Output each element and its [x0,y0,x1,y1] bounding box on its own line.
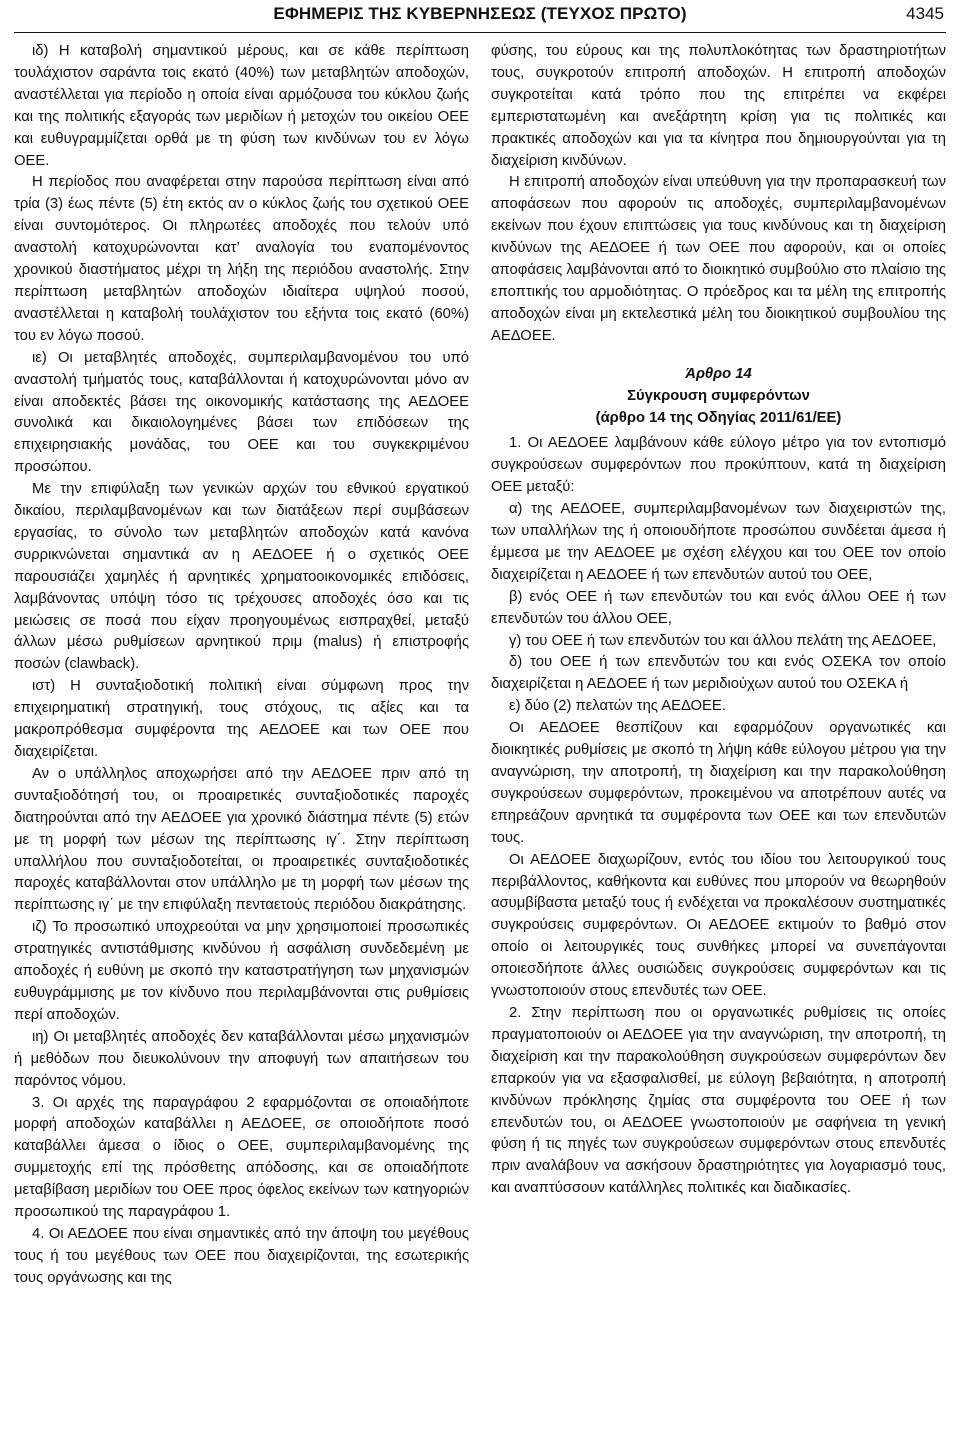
page-header [14,0,946,33]
gazette-title: ΕΦΗΜΕΡΙΣ ΤΗΣ ΚΥΒΕΡΝΗΣΕΩΣ (ΤΕΥΧΟΣ ΠΡΩΤΟ) [273,4,687,23]
paragraph: γ) του ΟΕΕ ή των επενδυτών του και άλλου πελάτη της ΑΕΔΟΕΕ, [509,632,937,649]
paragraph: Η περίοδος που αναφέρεται στην παρούσα περίπτωση είναι από τρία (3) έως πέντε (5) έτη εκτός αν ο κύκλος ζωής του σχετικού ΟΕΕ είναι συντομότερος. Οι πληρωτέες αποδοχές που τελούν υπό αναστολή κατοχυρώνονται κατ’ αναλογία του εναπομένοντος χρονικού διαστήματος μέχρι τη λήξη της περιόδου αναστολής. Στην περίπτωση μεταβλητών αποδοχών ιδιαίτερα υψηλού ποσού, αναστέλλεται η καταβολή τουλάχιστον του εξήντα τοις εκατό (60%) του εν λόγω ποσού. [14,174,469,344]
paragraph: ε) δύο (2) πελατών της ΑΕΔΟΕΕ. [509,698,726,715]
paragraph: Αν ο υπάλληλος αποχωρήσει από την ΑΕΔΟΕΕ πριν από τη συνταξιοδότησή του, οι προαιρετικές συνταξιοδοτικές παροχές διατηρούνται από την ΑΕΔΟΕΕ για χρονικό διάστημα πέντε (5) ετών με τη μορφή των μέσων της περίπτωσης ιγ΄. Στην περίπτωση υπαλλήλου που συνταξιοδοτείται, οι προαιρετικές συνταξιοδοτικές παροχές καταβάλλονται στον υπάλληλο με τη μορφή των μέσων της περίπτωσης ιγ΄ με την επιφύλαξη πενταετούς περιόδου διακράτησης. [14,765,469,914]
article-subtitle: (άρθρο 14 της Οδηγίας 2011/61/ΕΕ) [595,409,842,426]
paragraph: 1. Οι ΑΕΔΟΕΕ λαμβάνουν κάθε εύλογο μέτρο για τον εντοπισμό συγκρούσεων συμφερόντων που προκύπτουν, κατά τη διαχείριση ΟΕΕ μεταξύ: [491,435,946,496]
paragraph: 2. Στην περίπτωση που οι οργανωτικές ρυθμίσεις τις οποίες πραγματοποιούν οι ΑΕΔΟΕΕ για την αναγνώριση, την αποτροπή, τη διαχείριση και την παρακολούθηση συγκρούσεων συμφερόντων δεν επαρκούν για να εξασφαλισθεί, με εύλογη βεβαιότητα, η αποτροπή κινδύνων πρόκλησης ζημίας στα συμφέροντα του ΟΕΕ ή των επενδυτών του, οι ΑΕΔΟΕΕ γνωστοποιούν με σαφήνεια τη γενική φύση ή τις πηγές των συγκρούσεων συμφερόντων στους επενδυτές πριν αναλάβουν να ασκήσουν δραστηριότητες για λογαριασμό τους, και αναπτύσσουν κατάλληλες πολιτικές και διαδικασίες. [491,1004,946,1197]
paragraph: ιη) Οι μεταβλητές αποδοχές δεν καταβάλλονται μέσω μηχανισμών ή μεθόδων που διευκολύνουν την αποφυγή των απαιτήσεων του παρόντος νόμου. [14,1028,469,1089]
paragraph: Η επιτροπή αποδοχών είναι υπεύθυνη για την προπαρασκευή των αποφάσεων που αφορούν τις αποδοχές, συμπεριλαμβανομένων εκείνων που έχουν επιπτώσεις για τους κινδύνους και τη διαχείριση κινδύνων της ΑΕΔΟΕΕ ή των ΟΕΕ που αφορούν, και οι οποίες αποφάσεις λαμβάνονται από το διοικητικό συμβούλιο στο πλαίσιο της εποπτικής του αρμοδιότητας. Ο πρόεδρος και τα μέλη της επιτροπής αποδοχών είναι μη εκτελεστικά μέλη του διοικητικού συμβουλίου της ΑΕΔΟΕΕ. [491,174,946,344]
article-number: Άρθρο 14 [685,365,752,382]
paragraph: 3. Οι αρχές της παραγράφου 2 εφαρμόζονται σε οποιαδήποτε μορφή αποδοχών καταβάλλει η ΑΕΔΟΕΕ, σε οποιοδήποτε ποσό καταβάλλει άμεσα ο ίδιος ο ΟΕΕ, συμπεριλαμβανομένης της συμμετοχής επί της πρόσθετης απόδοσης, και σε οποιαδήποτε μεταβίβαση μεριδίων του ΟΕΕ προς όφελος εκείνων των κατηγοριών προσωπικού της παραγράφου 1. [14,1094,469,1221]
paragraph: ιζ) Το προσωπικό υποχρεούται να μην χρησιμοποιεί προσωπικές στρατηγικές αντιστάθμισης κινδύνου ή ασφάλιση συνδεδεμένη με αποδοχές ή ευθύνη με σκοπό την καταστρατήγηση των μηχανισμών ευθυγράμμισης με τον κίνδυνο που περιλαμβάνονται στις ρυθμίσεις περί αποδοχών. [14,919,469,1023]
paragraph: Οι ΑΕΔΟΕΕ διαχωρίζουν, εντός του ιδίου του λειτουργικού τους περιβάλλοντος, καθήκοντα και ευθύνες που μπορούν να θεωρηθούν ασυμβίβαστα μεταξύ τους ή ενδέχεται να προκαλέσουν συστηματικές συγκρούσεις συμφερόντων. Οι ΑΕΔΟΕΕ εκτιμούν το βαθμό στον οποίο οι λειτουργικές τους συνθήκες μπορεί να συνεπάγονται οποιεσδήποτε άλλες ουσιώδεις συγκρούσεις συμφερόντων και τις γνωστοποιούν στους επενδυτές των ΟΕΕ. [491,851,946,1000]
page-number: 4345 [906,4,944,23]
paragraph: Οι ΑΕΔΟΕΕ θεσπίζουν και εφαρμόζουν οργανωτικές και διοικητικές ρυθμίσεις με σκοπό τη λήψη κάθε εύλογου μέτρου για την αναγνώριση, την αποτροπή, τη διαχείριση και την παρακολούθηση συγκρούσεων συμφερόντων, προκειμένου να αποτρέπουν αυτές να επηρεάζουν αρνητικά τα συμφέροντα των ΟΕΕ και των επενδυτών τους. [491,720,946,846]
paragraph: α) της ΑΕΔΟΕΕ, συμπεριλαμβανομένων των διαχειριστών της, των υπαλλήλων της ή οποιουδήποτε προσώπου συνδέεται άμεσα ή έμμεσα με την ΑΕΔΟΕΕ με σχέση ελέγχου και του ΟΕΕ τον οποίο διαχειρίζεται η ΑΕΔΟΕΕ ή των επενδυτών αυτού του ΟΕΕ, [491,501,946,583]
article-heading [491,364,946,430]
article-title: Σύγκρουση συμφερόντων [627,387,810,404]
paragraph: ιδ) Η καταβολή σημαντικού μέρους, και σε κάθε περίπτωση τουλάχιστον σαράντα τοις εκατό (40%) των μεταβλητών αποδοχών, αναστέλλεται για περίοδο η οποία είναι αρμόζουσα του κύκλου ζωής και της πολιτικής εξαγοράς των μεριδίων ή μετοχών του οικείου ΟΕΕ και ευθυγραμμίζεται ορθά με τη φύση των κινδύνων του εν λόγω ΟΕΕ. [14,43,469,169]
paragraph: Με την επιφύλαξη των γενικών αρχών του εθνικού εργατικού δικαίου, περιλαμβανομένων και των διατάξεων περί συμβάσεων εργασίας, το σύνολο των μεταβλητών αποδοχών κατά κανόνα συρρικνώνεται σημαντικά αν η ΑΕΔΟΕΕ ή ο σχετικός ΟΕΕ παρουσιάζει χαμηλές ή αρνητικές χρηματοοικονομικές επιδόσεις, λαμβάνοντας υπόψη τόσο τις τρέχουσες αποδοχές όσο και τις μειώσεις σε ποσά που είχαν προηγουμένως εισπραχθεί, μεταξύ άλλων μέσω ρυθμίσεων αρνητικού πριμ (malus) ή επιστροφής ποσών (clawback). [14,481,469,673]
paragraph: φύσης, του εύρους και της πολυπλοκότητας των δραστηριοτήτων τους, συγκροτούν επιτροπή αποδοχών. Η επιτροπή αποδοχών συγκροτείται κατά τρόπο που της επιτρέπει να εκφέρει εμπεριστατωμένη και ανεξάρτητη κρίση για τις πολιτικές και πρακτικές αποδοχών και για τα κίνητρα που δημιουργούνται για τη διαχείριση κινδύνων. [491,43,946,169]
paragraph: ιε) Οι μεταβλητές αποδοχές, συμπεριλαμβανομένου του υπό αναστολή τμήματός τους, καταβάλλονται ή κατοχυρώνονται μόνο αν είναι αποδεκτές βάσει της οικονομικής κατάστασης της ΑΕΔΟΕΕ συνολικά και δικαιολογημένες βάσει των επιδόσεων της επιχειρησιακής μονάδας, του ΟΕΕ και του συγκεκριμένου προσώπου. [14,349,469,476]
paragraph: δ) του ΟΕΕ ή των επενδυτών του και ενός ΟΣΕΚΑ τον οποίο διαχειρίζεται η ΑΕΔΟΕΕ ή των μεριδιούχων αυτού του ΟΣΕΚΑ ή [491,654,946,693]
right-column [491,41,946,1200]
paragraph: β) ενός ΟΕΕ ή των επενδυτών του και ενός άλλου ΟΕΕ ή των επενδυτών του άλλου ΟΕΕ, [491,588,946,627]
paragraph: ιστ) Η συνταξιοδοτική πολιτική είναι σύμφωνη προς την επιχειρηματική στρατηγική, τους στόχους, τις αξίες και τα μακροπρόθεσμα συμφέροντα της ΑΕΔΟΕΕ και των ΟΕΕ που διαχειρίζεται. [14,678,469,760]
left-column [14,41,469,1290]
paragraph: 4. Οι ΑΕΔΟΕΕ που είναι σημαντικές από την άποψη του μεγέθους τους ή του μεγέθους των ΟΕΕ που διαχειρίζονται, της εσωτερικής τους οργάνωσης και της [14,1225,469,1286]
